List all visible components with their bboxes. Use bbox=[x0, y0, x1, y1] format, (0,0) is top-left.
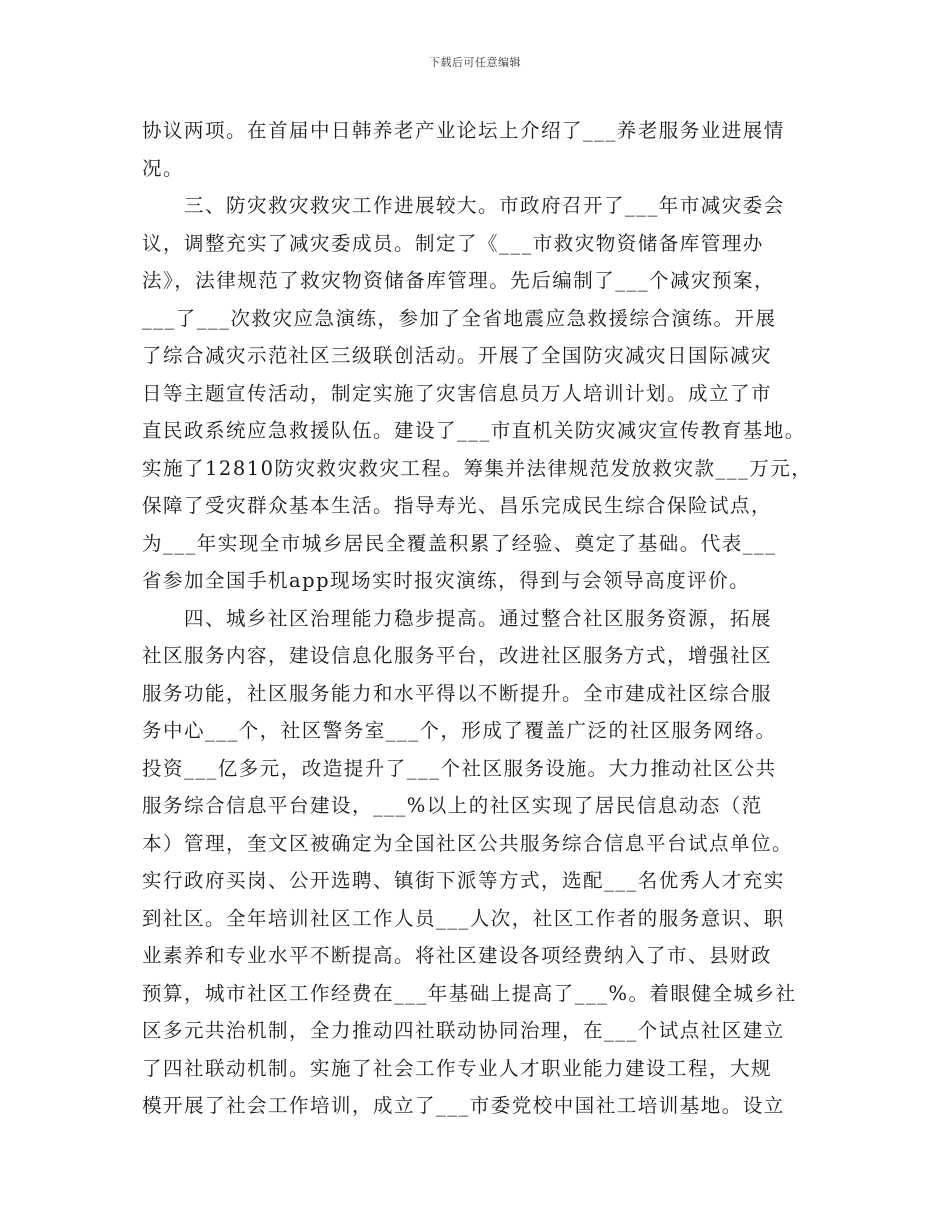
text-line: 法》，法律规范了救灾物资储备库管理。先后编制了___个减灾预案， bbox=[142, 269, 776, 292]
text-line: 了四社联动机制。实施了社会工作专业人才职业能力建设工程，大规 bbox=[142, 1056, 773, 1080]
text-line: 实行政府买岗、公开选聘、镇街下派等方式，选配___名优秀人才充实 bbox=[142, 869, 785, 892]
page-header: 下载后可任意编辑 bbox=[429, 56, 521, 69]
text-line: 区多元共治机制，全力推动四社联动协同治理，在___个试点社区建立 bbox=[142, 1019, 785, 1042]
text-line: 四、城乡社区治理能力稳步提高。通过整合社区服务资源，拓展 bbox=[142, 606, 773, 630]
text-line: 直民政系统应急救援队伍。建设了___市直机关防灾减灾宣传教育基地。 bbox=[142, 419, 806, 442]
text-line: 日等主题宣传活动，制定实施了灾害信息员万人培训计划。成立了市 bbox=[142, 381, 773, 405]
text-line: 预算，城市社区工作经费在___年基础上提高了___%。着眼健全城乡社 bbox=[142, 981, 797, 1005]
text-line: 保障了受灾群众基本生活。指导寿光、昌乐完成民生综合保险试点， bbox=[142, 494, 773, 517]
text-line: 到社区。全年培训社区工作人员___人次，社区工作者的服务意识、职 bbox=[142, 906, 785, 930]
text-line: 服务综合信息平台建设，___%以上的社区实现了居民信息动态（范 bbox=[142, 794, 763, 817]
text-line: 协议两项。在首届中日韩养老产业论坛上介绍了___养老服务业进展情 bbox=[142, 119, 785, 142]
text-line: 实施了12810防灾救灾救灾工程。筹集并法律规范发放救灾款___万元， bbox=[142, 456, 813, 480]
text-line: 模开展了社会工作培训，成立了___市委党校中国社工培训基地。设立 bbox=[142, 1094, 785, 1117]
text-line: 为___年实现全市城乡居民全覆盖积累了经验、奠定了基础。代表___ bbox=[142, 531, 777, 555]
text-line: 投资___亿多元，改造提升了___个社区服务设施。大力推动社区公共 bbox=[142, 756, 777, 780]
document-body bbox=[142, 112, 814, 1125]
text-line: ___了___次救灾应急演练，参加了全省地震应急救援综合演练。开展 bbox=[142, 306, 777, 330]
text-line: 况。 bbox=[142, 156, 185, 180]
text-line: 业素养和专业水平不断提高。将社区建设各项经费纳入了市、县财政 bbox=[142, 944, 773, 967]
text-line: 了综合减灾示范社区三级联创活动。开展了全国防灾减灾日国际减灾 bbox=[142, 344, 773, 367]
text-line: 议，调整充实了减灾委成员。制定了《___市救灾物资储备库管理办 bbox=[142, 231, 764, 255]
text-line: 务中心___个，社区警务室___个，形成了覆盖广泛的社区服务网络。 bbox=[142, 719, 777, 742]
text-line: 服务功能，社区服务能力和水平得以不断提升。全市建成社区综合服 bbox=[142, 681, 773, 705]
text-line: 社区服务内容，建设信息化服务平台，改进社区服务方式，增强社区 bbox=[142, 644, 773, 667]
text-line: 三、防灾救灾救灾工作进展较大。市政府召开了___年市减灾委会 bbox=[142, 194, 785, 217]
text-line: 本）管理，奎文区被确定为全国社区公共服务综合信息平台试点单位。 bbox=[142, 831, 794, 855]
text-line: 省参加全国手机app现场实时报灾演练，得到与会领导高度评价。 bbox=[142, 569, 751, 592]
